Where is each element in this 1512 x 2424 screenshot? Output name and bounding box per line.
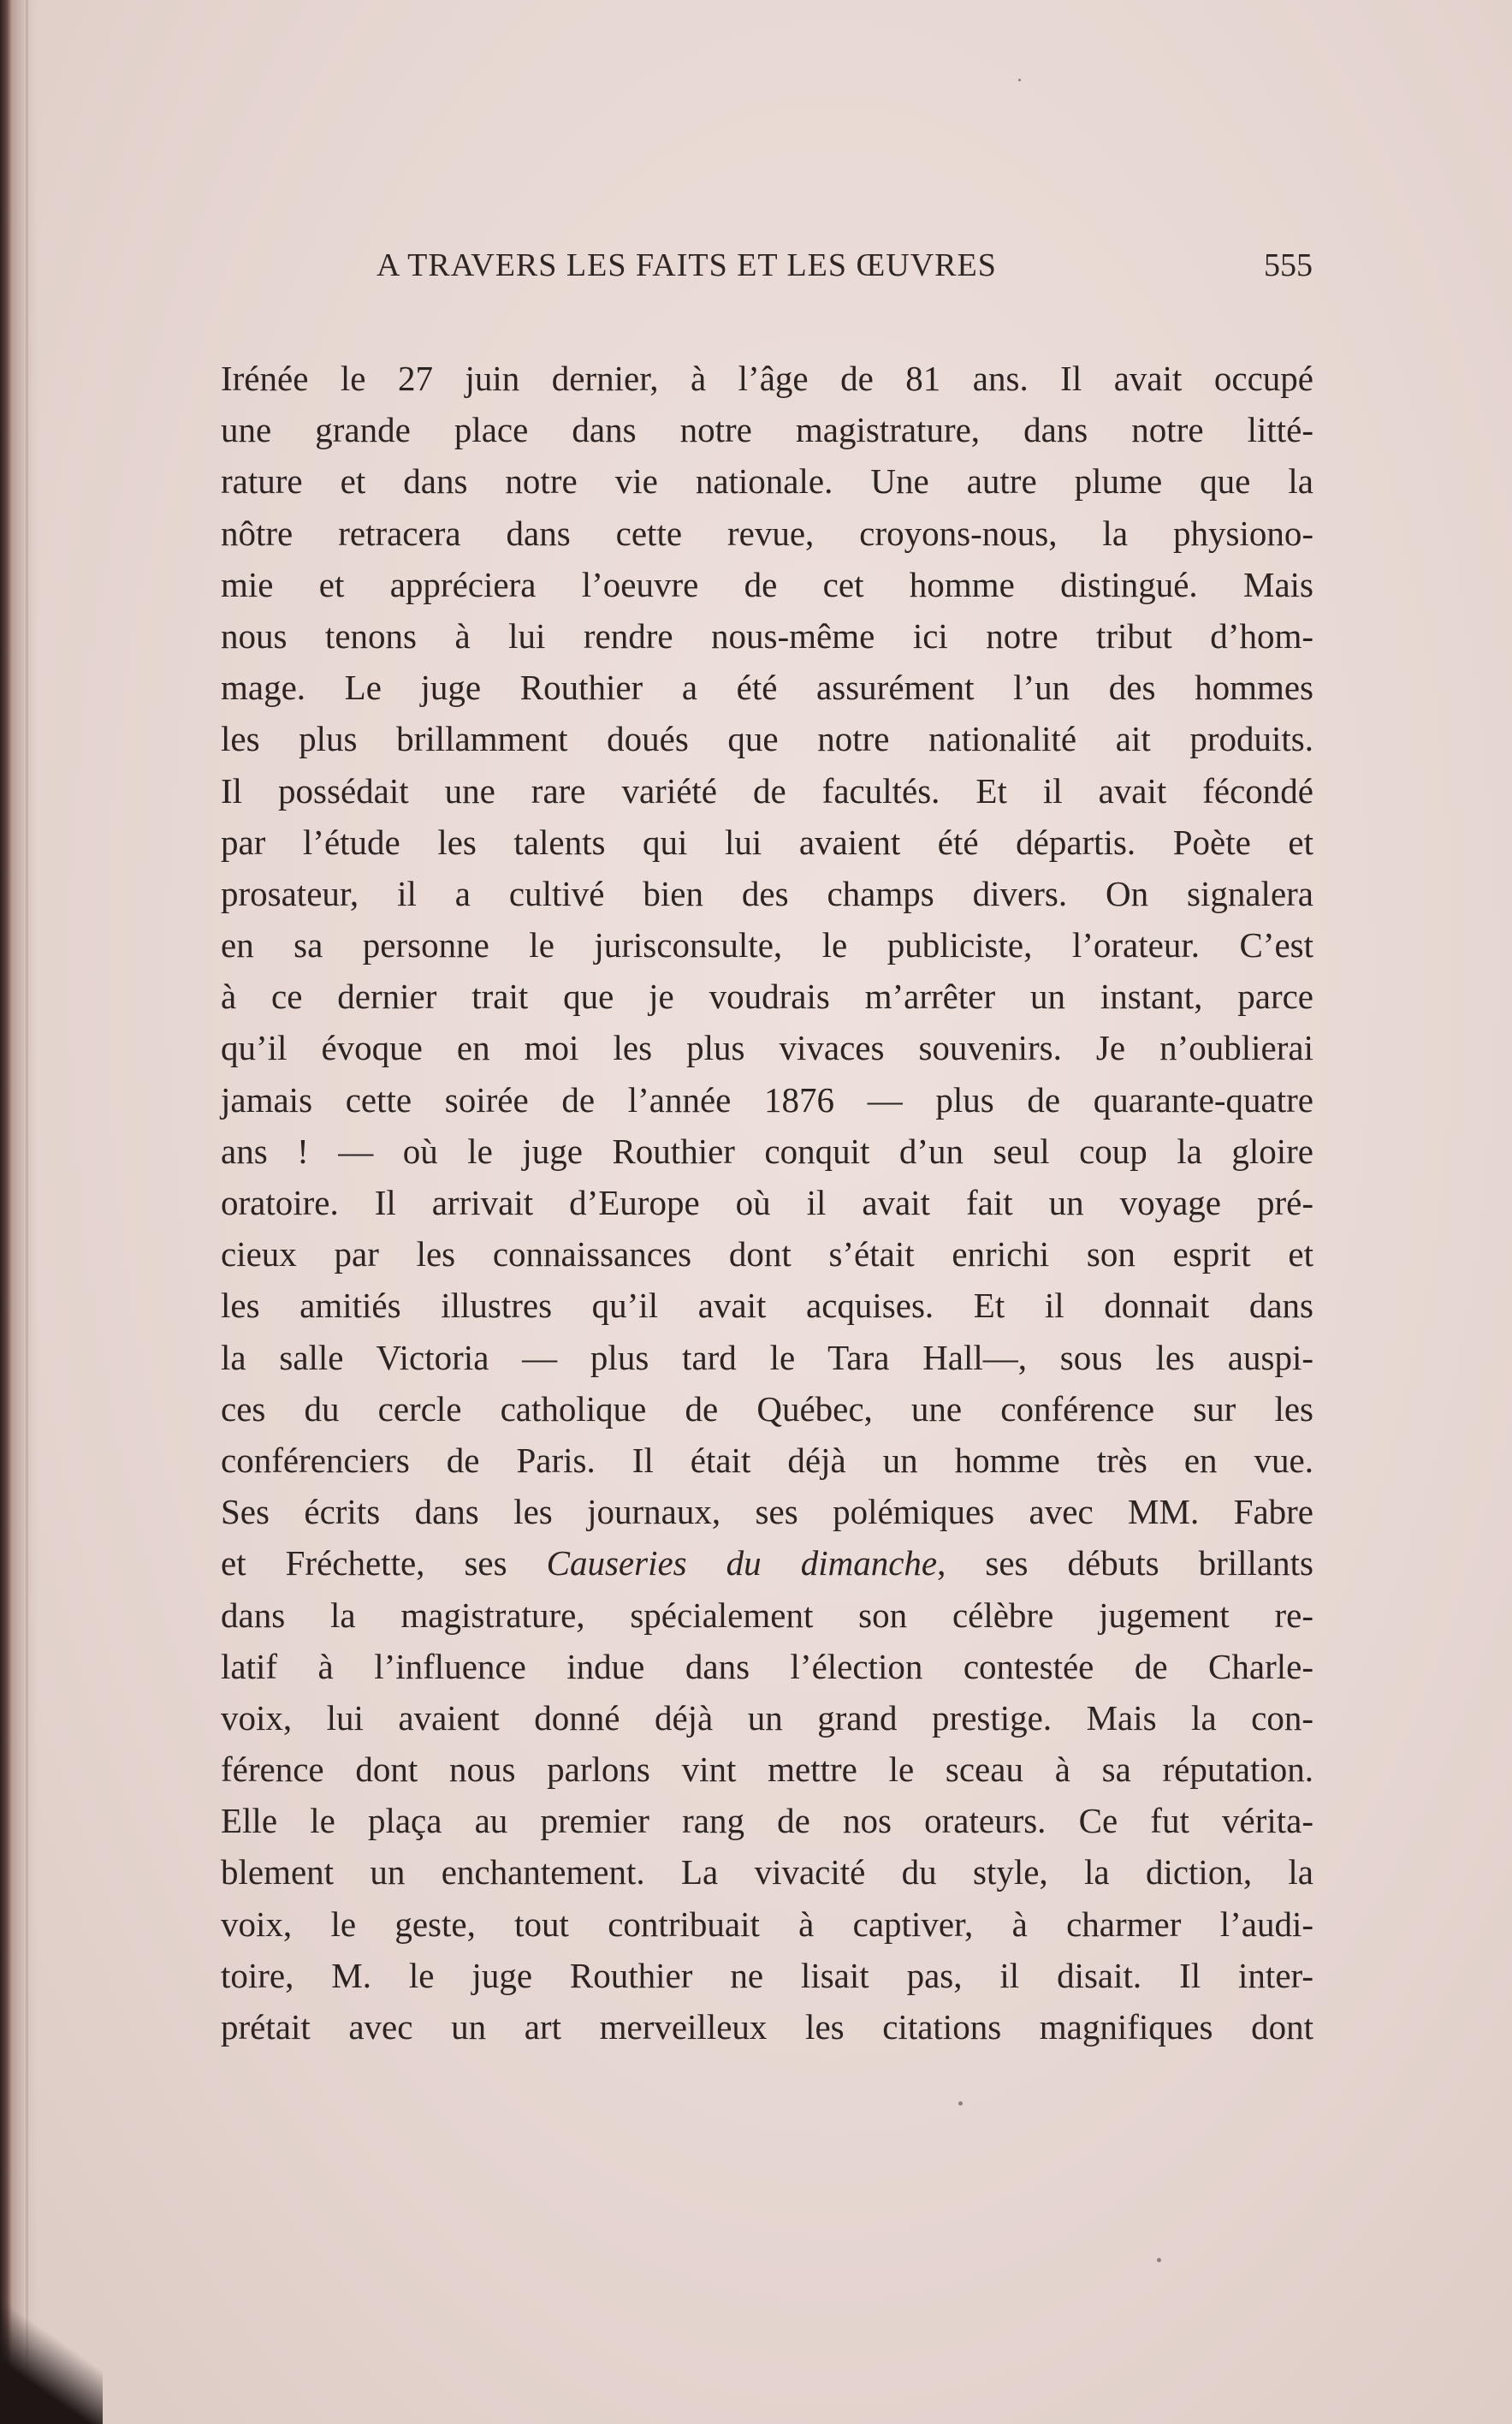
text-line: Elle le plaça au premier rang de nos orateurs. Ce fut vérita-: [221, 1801, 1313, 1841]
text-line: mage. Le juge Routhier a été assurément l’un des hommes: [221, 668, 1313, 708]
text-line: les amitiés illustres qu’il avait acquises. Et il donnait dans: [221, 1286, 1313, 1326]
text-line: qu’il évoque en moi les plus vivaces souvenirs. Je n’oublierai: [221, 1028, 1313, 1068]
text-line: par l’étude les talents qui lui avaient été départis. Poète et: [221, 822, 1313, 862]
running-head: [377, 247, 1318, 289]
paper-speck: [1157, 2258, 1161, 2262]
text-line: nous tenons à lui rendre nous-même ici notre tribut d’hom-: [221, 615, 1313, 656]
text-line: cieux par les connaissances dont s’était enrichi son esprit et: [221, 1234, 1313, 1274]
text-line: Il possédait une rare variété de facultés. Et il avait fécondé: [221, 770, 1313, 811]
text-line: ces du cercle catholique de Québec, une conférence sur les: [221, 1388, 1313, 1429]
text-line: Ses écrits dans les journaux, ses polémiques avec MM. Fabre: [221, 1492, 1313, 1532]
text-line: voix, le geste, tout contribuait à captiver, à charmer l’audi-: [221, 1904, 1313, 1944]
paper-speck: [958, 2101, 963, 2106]
text-line: les plus brillamment doués que notre nationalité ait produits.: [221, 719, 1313, 759]
text-line: jamais cette soirée de l’année 1876 — plus de quarante-quatre: [221, 1079, 1313, 1120]
body-text: [221, 353, 1313, 2053]
text-line: prosateur, il a cultivé bien des champs divers. On signalera: [221, 873, 1313, 913]
page-edge-shadow: [12, 0, 38, 2424]
paper-speck: [1018, 79, 1021, 81]
text-line: latif à l’influence indue dans l’élection contestée de Charle-: [221, 1646, 1313, 1686]
text-line: à ce dernier trait que je voudrais m’arrêter un instant, parce: [221, 977, 1313, 1017]
text-line: ans ! — où le juge Routhier conquit d’un seul coup la gloire: [221, 1131, 1313, 1171]
text-line: prétait avec un art merveilleux les citations magnifiques dont: [221, 2007, 1313, 2047]
text-line: férence dont nous parlons vint mettre le sceau à sa réputation.: [221, 1750, 1313, 1790]
text-line: oratoire. Il arrivait d’Europe où il avait fait un voyage pré-: [221, 1183, 1313, 1222]
text-line: Irénée le 27 juin dernier, à l’âge de 81 ans. Il avait occupé: [221, 359, 1313, 398]
text-line: nôtre retracera dans cette revue, croyons-nous, la physiono-: [221, 513, 1313, 553]
text-line: une grande place dans notre magistrature, dans notre litté-: [221, 410, 1313, 450]
text-line: en sa personne le jurisconsulte, le publiciste, l’orateur. C’est: [221, 925, 1313, 965]
text-line: toire, M. le juge Routhier ne lisait pas, il disait. Il inter-: [221, 1955, 1313, 1995]
text-line: voix, lui avaient donné déjà un grand prestige. Mais la con-: [221, 1697, 1313, 1738]
text-line: mie et appréciera l’oeuvre de cet homme distingué. Mais: [221, 564, 1313, 604]
text-line: dans la magistrature, spécialement son célèbre jugement re-: [221, 1595, 1313, 1635]
page-edge-line: [26, 0, 28, 2424]
text-line: blement un enchantement. La vivacité du style, la diction, la: [221, 1852, 1313, 1892]
text-line: la salle Victoria — plus tard le Tara Hall—, sous les auspi-: [221, 1337, 1313, 1377]
text-line: conférenciers de Paris. Il était déjà un homme très en vue.: [221, 1440, 1313, 1480]
corner-shadow: [0, 2287, 103, 2424]
text-line: et Fréchette, ses Causeries du dimanche, ses débuts brillants: [221, 1543, 1313, 1583]
page-number: 555: [1264, 247, 1313, 283]
running-title: A TRAVERS LES FAITS ET LES ŒUVRES: [377, 247, 997, 283]
book-gutter: [0, 0, 12, 2424]
italic-title: Causeries du dimanche: [546, 1543, 938, 1583]
text-line: rature et dans notre vie nationale. Une autre plume que la: [221, 461, 1313, 502]
